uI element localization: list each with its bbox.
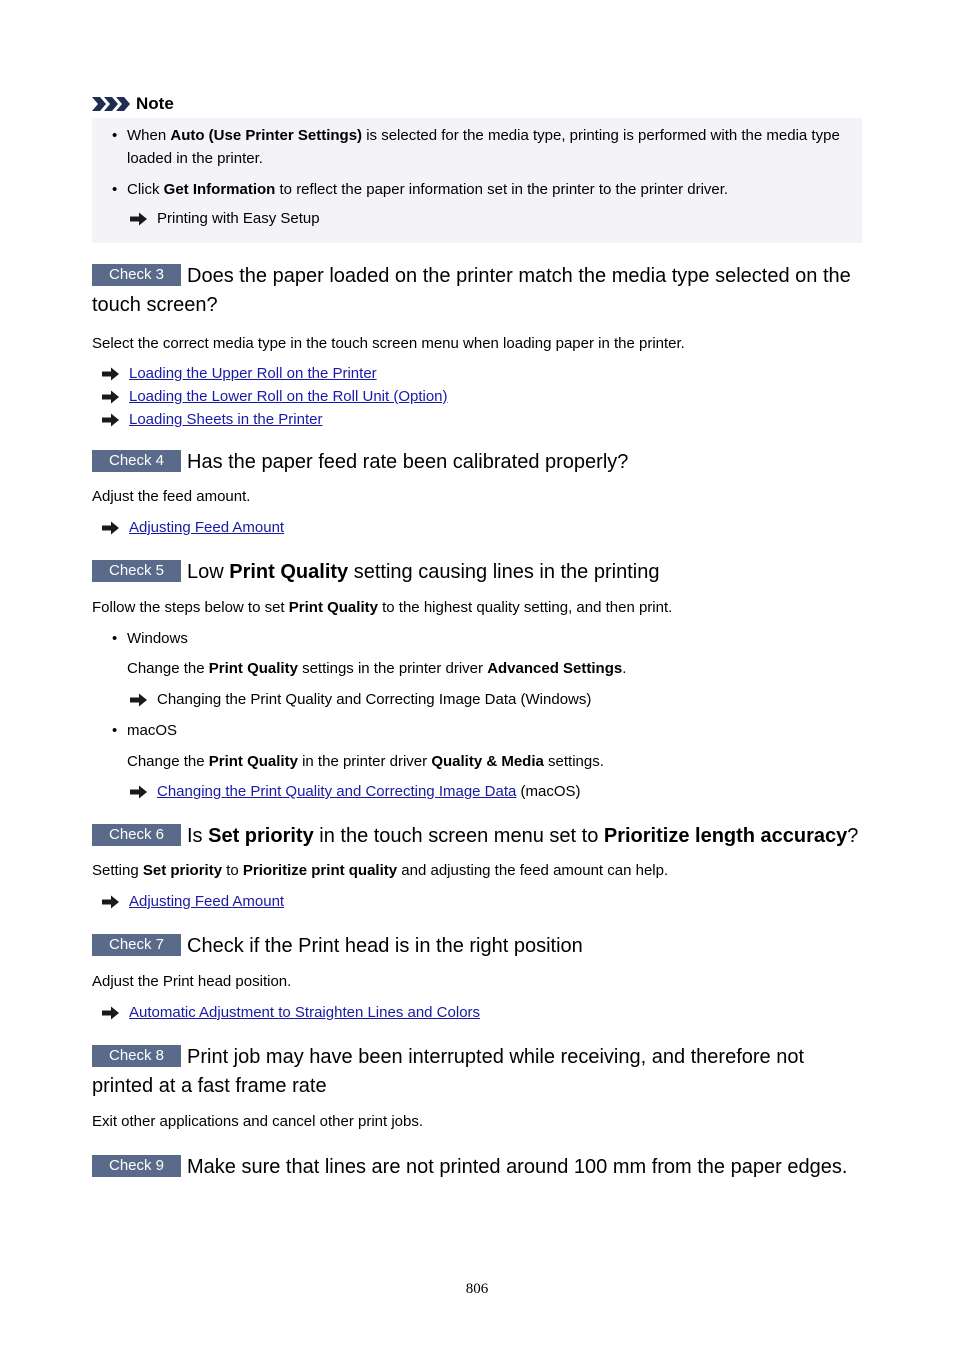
bold-text: Print Quality: [208, 660, 298, 677]
bold-text: Set priority: [142, 862, 223, 879]
arrow-right-icon: [102, 521, 120, 535]
link-suffix: (macOS): [516, 783, 581, 800]
arrow-right-icon: [102, 390, 120, 404]
text: to the highest quality setting, and then print.: [377, 599, 673, 616]
windows-reference: [92, 690, 862, 710]
windows-bullet: • Windows: [92, 629, 862, 649]
text: Change the: [127, 753, 209, 770]
heading-text: Make sure that lines are not printed around 100 mm from the paper edges.: [187, 1156, 848, 1178]
check-tag: Check 8: [92, 1045, 181, 1067]
note-title: Note: [136, 94, 174, 113]
heading-text: in the touch screen menu set to: [313, 825, 604, 847]
bold-text: Advanced Settings: [487, 660, 623, 677]
link-adjusting-feed-amount[interactable]: Adjusting Feed Amount: [129, 519, 285, 536]
arrow-right-icon: [130, 693, 148, 707]
text: settings.: [543, 753, 604, 770]
text: Change the: [127, 660, 209, 677]
note-header: [92, 92, 862, 116]
arrow-right-icon: [102, 367, 120, 381]
bold-text: Print Quality: [288, 599, 378, 616]
text: When: [127, 127, 171, 144]
note-reference: [92, 209, 862, 229]
check-3-heading: [92, 262, 862, 320]
heading-text: Print job may have been interrupted while receiving, and therefore not printed at a fast frame rate: [92, 1046, 805, 1097]
heading-text: Is: [187, 825, 209, 847]
link-automatic-adjustment[interactable]: Automatic Adjustment to Straighten Lines and Colors: [129, 1004, 481, 1021]
check-tag: Check 9: [92, 1155, 181, 1177]
check-9-heading: [92, 1153, 862, 1182]
bold-text: Prioritize print quality: [242, 862, 398, 879]
arrow-right-icon: [102, 1006, 120, 1020]
check-8-heading: [92, 1043, 862, 1101]
link-row: [92, 1003, 862, 1023]
text: Follow the steps below to set: [92, 599, 289, 616]
link-adjusting-feed-amount[interactable]: Adjusting Feed Amount: [129, 893, 285, 910]
check-6-heading: [92, 822, 862, 851]
reference-text: Printing with Easy Setup: [157, 210, 320, 227]
check-5-heading: [92, 558, 862, 587]
check-tag: Check 7: [92, 934, 181, 956]
macos-text: [92, 752, 862, 772]
check-7-text: Adjust the Print head position.: [92, 973, 292, 990]
check-8-text: Exit other applications and cancel other print jobs.: [92, 1113, 424, 1130]
check-6-text: [92, 861, 862, 881]
arrow-right-icon: [130, 212, 148, 226]
bold-text: Auto (Use Printer Settings): [170, 127, 363, 144]
link-loading-lower-roll[interactable]: Loading the Lower Roll on the Roll Unit (Option): [129, 388, 448, 405]
page-content: [92, 92, 862, 1182]
text: Setting: [92, 862, 143, 879]
link-loading-upper-roll[interactable]: Loading the Upper Roll on the Printer: [129, 365, 377, 382]
text: to: [222, 862, 243, 879]
heading-bold: Prioritize length accuracy: [603, 825, 848, 847]
text: and adjusting the feed amount can help.: [397, 862, 669, 879]
check-7-heading: [92, 932, 862, 961]
link-changing-print-quality[interactable]: Changing the Print Quality and Correcting Image Data: [157, 783, 517, 800]
heading-text: setting causing lines in the printing: [348, 561, 660, 583]
check-4-text: Adjust the feed amount.: [92, 488, 251, 505]
text: in the printer driver: [297, 753, 432, 770]
check-tag: Check 6: [92, 824, 181, 846]
arrow-right-icon: [102, 895, 120, 909]
reference-text: Changing the Print Quality and Correcting Image Data (Windows): [157, 691, 592, 708]
heading-bold: Set priority: [208, 825, 314, 847]
check-tag: Check 3: [92, 264, 181, 286]
link-row: [92, 518, 862, 538]
page-number: 806: [465, 1281, 489, 1297]
windows-text: [92, 659, 862, 679]
check-4-heading: [92, 448, 862, 477]
link-loading-sheets[interactable]: Loading Sheets in the Printer: [129, 411, 323, 428]
link-row: [92, 387, 862, 407]
check-3-text: Select the correct media type in the touch screen menu when loading paper in the printer.: [92, 335, 685, 352]
heading-text: Has the paper feed rate been calibrated properly?: [187, 451, 629, 473]
text: Click: [127, 181, 164, 198]
note-box: [92, 118, 862, 243]
heading-bold: Print Quality: [229, 561, 349, 583]
check-tag: Check 5: [92, 560, 181, 582]
macos-reference: [92, 782, 862, 802]
text: to reflect the paper information set in the printer to the printer driver.: [275, 181, 729, 198]
note-icon: [92, 95, 132, 113]
macos-bullet: • macOS: [92, 721, 862, 741]
bold-text: Get Information: [163, 181, 276, 198]
heading-text: Check if the Print head is in the right position: [187, 935, 583, 957]
text: .: [622, 660, 627, 677]
heading-text: Does the paper loaded on the printer match the media type selected on the touch screen?: [92, 265, 851, 316]
heading-text: Low: [187, 561, 230, 583]
bold-text: Print Quality: [208, 753, 298, 770]
arrow-right-icon: [102, 413, 120, 427]
text: is selected for the media type, printing is performed with the media type loaded in the printer.: [127, 127, 840, 167]
bold-text: Quality & Media: [431, 753, 544, 770]
link-row: [92, 410, 862, 430]
note-bullet-2: [92, 178, 862, 201]
text: settings in the printer driver: [297, 660, 488, 677]
check-5-text: [92, 598, 862, 618]
arrow-right-icon: [130, 785, 148, 799]
link-row: [92, 892, 862, 912]
check-tag: Check 4: [92, 450, 181, 472]
link-row: [92, 364, 862, 384]
note-bullet-1: [92, 124, 862, 170]
heading-text: ?: [847, 825, 859, 847]
